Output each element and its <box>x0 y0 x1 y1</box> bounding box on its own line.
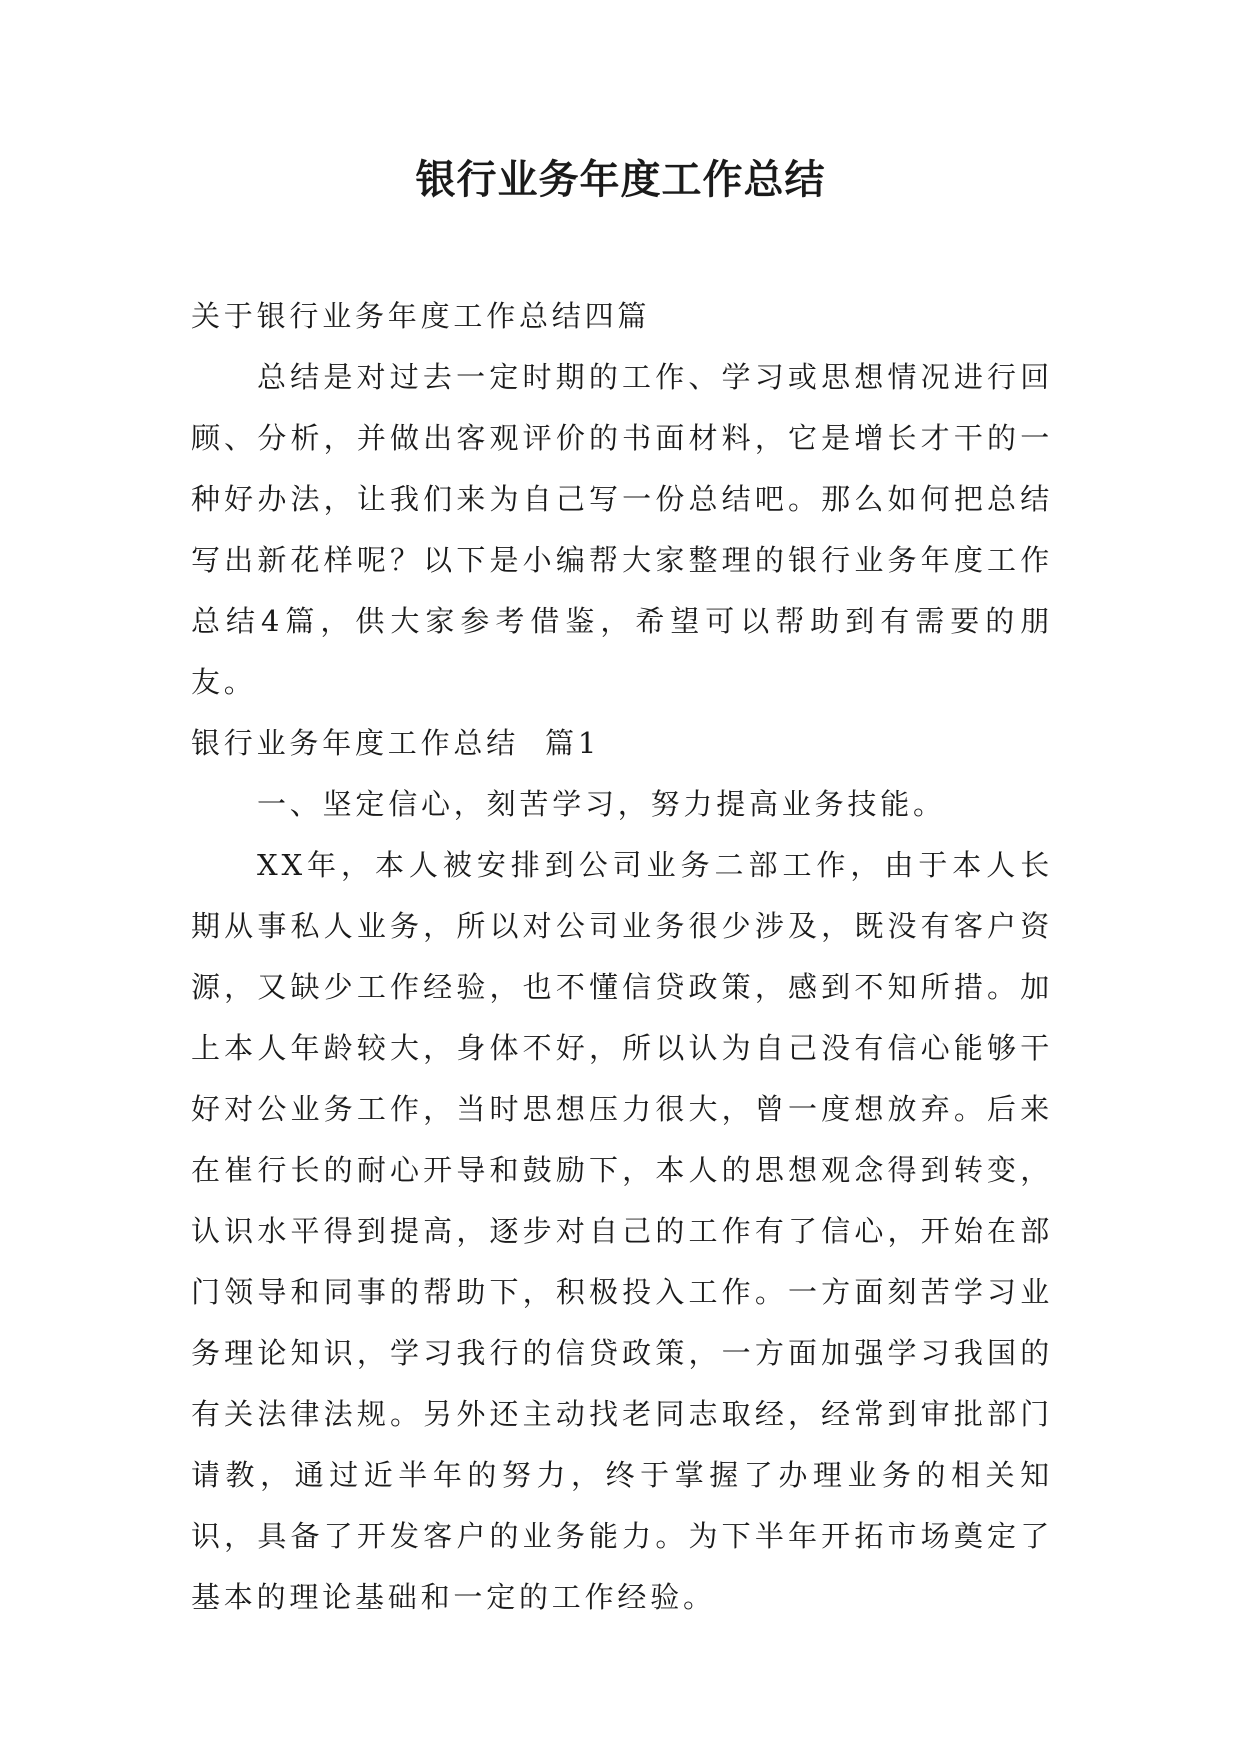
document-subtitle: 关于银行业务年度工作总结四篇 <box>191 299 651 333</box>
document-body <box>191 286 1053 1628</box>
point-heading: 一、坚定信心，刻苦学习，努力提高业务技能。 <box>257 787 946 821</box>
document-title: 银行业务年度工作总结 <box>415 157 826 203</box>
section-heading: 银行业务年度工作总结 篇1 <box>191 726 601 760</box>
body-paragraph: XX年，本人被安排到公司业务二部工作，由于本人长期从事私人业务，所以对公司业务很少涉及，既没有客户资源，又缺少工作经验，也不懂信贷政策，感到不知所措。加上本人年龄较大，身体不好，所以认为自己没有信心能够干好对公业务工作，当时思想压力很大，曾一度想放弃。后来在崔行长的耐心开导和鼓励下，本人的思想观念得到转变，认识水平得到提高，逐步对自己的工作有了信心，开始在部门领导和同事的帮助下，积极投入工作。一方面刻苦学习业务理论知识，学习我行的信贷政策，一方面加强学习我国的有关法律法规。另外还主动找老同志取经，经常到审批部门请教，通过近半年的努力，终于掌握了办理业务的相关知识，具备了开发客户的业务能力。为下半年开拓市场奠定了基本的理论基础和一定的工作经验。 <box>191 848 1053 1614</box>
intro-paragraph: 总结是对过去一定时期的工作、学习或思想情况进行回顾、分析，并做出客观评价的书面材料，它是增长才干的一种好办法，让我们来为自己写一份总结吧。那么如何把总结写出新花样呢？以下是小编帮大家整理的银行业务年度工作总结4篇，供大家参考借鉴，希望可以帮助到有需要的朋友。 <box>191 360 1053 699</box>
